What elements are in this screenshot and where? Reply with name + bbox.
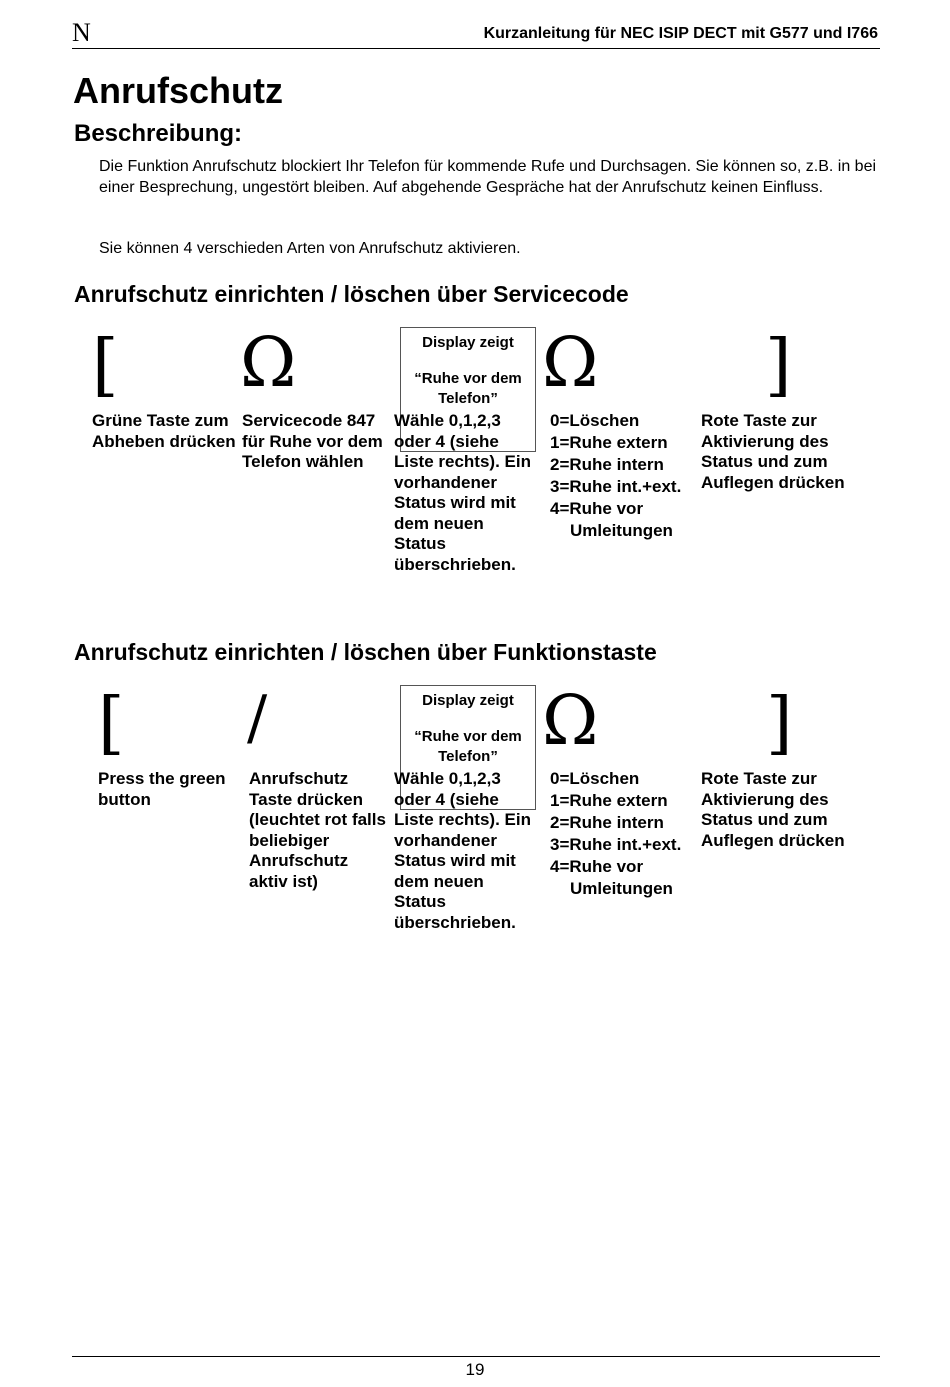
step-red-key: Rote Taste zur Aktivierung des Status und zum Auflegen drücken (701, 411, 845, 492)
section-servicecode-heading: Anrufschutz einrichten / löschen über Servicecode (74, 281, 629, 307)
red-key-icon: ] (765, 326, 792, 405)
servicecode-key-icon: Ω (240, 324, 297, 403)
page-title: Anrufschutz (73, 70, 283, 111)
option-item: 3=Ruhe int.+ext. (550, 835, 682, 854)
option-item: 2=Ruhe intern (550, 455, 664, 474)
red-key-icon: ] (766, 684, 793, 763)
display-text: “Ruhe vor dem Telefon” (414, 370, 522, 407)
description-paragraph-2: Sie können 4 verschieden Arten von Anrufschutz aktivieren. (99, 240, 521, 257)
option-item: Umleitungen (570, 521, 673, 540)
step-choose-option: Wähle 0,1,2,3 oder 4 (siehe Liste rechts). Ein vorhandener Status wird mit dem neuen Status überschrieben. (394, 769, 531, 932)
green-key-icon: [ (98, 684, 125, 763)
option-item: 4=Ruhe vor (550, 857, 644, 876)
function-key-icon: / (247, 683, 268, 753)
digit-key-icon: Ω (542, 324, 599, 403)
option-item: 1=Ruhe extern (550, 791, 668, 810)
page-number: 19 (465, 1360, 485, 1379)
header-title: Kurzanleitung für NEC ISIP DECT mit G577 und I766 (483, 25, 878, 42)
description-heading: Beschreibung: (74, 120, 243, 147)
footer-rule (72, 1356, 880, 1357)
display-text: “Ruhe vor dem Telefon” (414, 728, 522, 765)
option-item: 2=Ruhe intern (550, 813, 664, 832)
step-function-key: Anrufschutz Taste drücken (leuchtet rot falls beliebiger Anrufschutz aktiv ist) (249, 769, 386, 891)
option-item: 3=Ruhe int.+ext. (550, 477, 682, 496)
green-key-icon: [ (92, 326, 119, 405)
step-servicecode: Servicecode 847 für Ruhe vor dem Telefon wählen (242, 411, 383, 471)
header-logo: N (72, 18, 91, 47)
display-title: Display zeigt (422, 692, 514, 709)
step-green-key: Press the green button (98, 769, 226, 809)
header-rule (72, 48, 880, 49)
section-funktionstaste-heading: Anrufschutz einrichten / löschen über Funktionstaste (74, 639, 657, 665)
options-list (550, 410, 681, 542)
step-green-key: Grüne Taste zum Abheben drücken (92, 411, 236, 451)
option-item: 4=Ruhe vor (550, 499, 644, 518)
description-paragraph-1: Die Funktion Anrufschutz blockiert Ihr Telefon für kommende Rufe und Durchsagen. Sie können so, z.B. in bei einer Besprechung, ungestört bleiben. Auf abgehende Gespräche hat der Anrufschutz keinen Einfluss. (99, 158, 877, 196)
option-item: 1=Ruhe extern (550, 433, 668, 452)
display-title: Display zeigt (422, 334, 514, 351)
option-item: 0=Löschen (550, 769, 640, 788)
option-item: Umleitungen (570, 879, 673, 898)
option-item: 0=Löschen (550, 411, 640, 430)
step-red-key: Rote Taste zur Aktivierung des Status und zum Auflegen drücken (701, 769, 845, 850)
digit-key-icon: Ω (542, 682, 599, 761)
step-choose-option: Wähle 0,1,2,3 oder 4 (siehe Liste rechts). Ein vorhandener Status wird mit dem neuen Status überschrieben. (394, 411, 531, 574)
options-list (550, 768, 681, 900)
